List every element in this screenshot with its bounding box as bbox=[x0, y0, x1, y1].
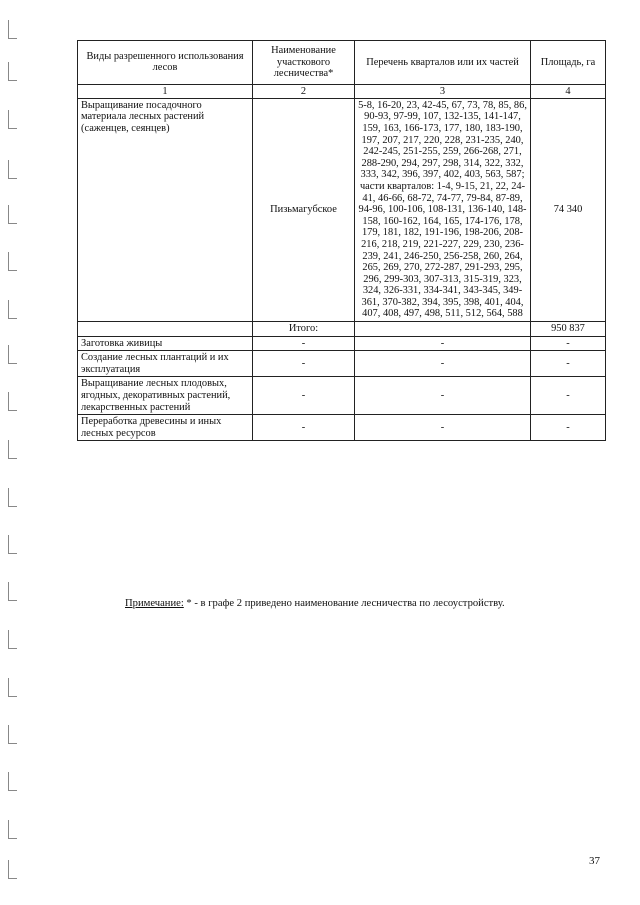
quarters-cell: 5-8, 16-20, 23, 42-45, 67, 73, 78, 85, 86, 90-93, 97-99, 107, 132-135, 141-147, 159, 163, 166-173, 177, 180, 183-190, 197, 207, 217, 220, 228, 231-235, 240, 242-245, 251-255, 259, 266-268, 271, 288-290, 294, 297, 298, 314, 322, 332, 333, 342, 396, 397, 402, 403, 563, 587; части кварталов: 1-4, 9-15, 21, 22, 24-41, 46-66, 68-72, 74-77, 79-84, 87-89, 94-96, 100-106, 108-131, 136-140, 148-158, 160-162, 164, 165, 174-176, 178, 179, 181, 182, 191-196, 198-206, 208-216, 218, 219, 221-227, 229, 230, 236-239, 241, 246-250, 256-258, 260, 264, 265, 269, 270, 272-287, 291-293, 295, 296, 299-303, 307-313, 315-319, 323, 324, 326-331, 334-341, 343-345, 349-361, 370-382, 394, 395, 398, 401, 404, 407, 408, 497, 498, 511, 512, 564, 588 bbox=[355, 98, 531, 321]
use-type-cell: Заготовка живицы bbox=[78, 336, 253, 351]
table-row bbox=[78, 415, 606, 441]
forestry-cell: - bbox=[253, 351, 355, 377]
footnote bbox=[125, 598, 505, 609]
footnote-label: Примечание: bbox=[125, 598, 184, 609]
forestry-cell: - bbox=[253, 377, 355, 415]
area-cell: - bbox=[531, 336, 606, 351]
area-cell: - bbox=[531, 415, 606, 441]
forestry-cell: - bbox=[253, 415, 355, 441]
column-number-row bbox=[78, 84, 606, 98]
table-row bbox=[78, 351, 606, 377]
table-header-row bbox=[78, 41, 606, 85]
use-type-cell: Создание лесных плантаций и их эксплуатация bbox=[78, 351, 253, 377]
forestry-cell: Пизьмагубское bbox=[253, 98, 355, 321]
page-number: 37 bbox=[589, 855, 600, 867]
forestry-cell: - bbox=[253, 336, 355, 351]
table-row bbox=[78, 377, 606, 415]
margin-binding-marks bbox=[6, 0, 20, 905]
header-area: Площадь, га bbox=[531, 41, 606, 85]
total-label: Итого: bbox=[253, 322, 355, 337]
column-number: 3 bbox=[355, 84, 531, 98]
header-use-type: Виды разрешенного использования лесов bbox=[78, 41, 253, 85]
area-cell: 74 340 bbox=[531, 98, 606, 321]
area-cell: - bbox=[531, 351, 606, 377]
header-forestry: Наименование участкового лесничества* bbox=[253, 41, 355, 85]
use-type-cell: Выращивание лесных плодовых, ягодных, декоративных растений, лекарственных растений bbox=[78, 377, 253, 415]
quarters-cell: - bbox=[355, 351, 531, 377]
quarters-cell: - bbox=[355, 336, 531, 351]
quarters-cell: - bbox=[355, 415, 531, 441]
column-number: 4 bbox=[531, 84, 606, 98]
empty-cell bbox=[78, 322, 253, 337]
total-area: 950 837 bbox=[531, 322, 606, 337]
table-row bbox=[78, 98, 606, 321]
area-cell: - bbox=[531, 377, 606, 415]
empty-cell bbox=[355, 322, 531, 337]
footnote-text: * - в графе 2 приведено наименование лесничества по лесоустройству. bbox=[183, 598, 505, 609]
forest-use-table bbox=[77, 40, 606, 441]
quarters-cell: - bbox=[355, 377, 531, 415]
column-number: 1 bbox=[78, 84, 253, 98]
use-type-cell: Выращивание посадочного материала лесных растений (саженцев, сеянцев) bbox=[78, 98, 253, 321]
header-quarters: Перечень кварталов или их частей bbox=[355, 41, 531, 85]
column-number: 2 bbox=[253, 84, 355, 98]
table-row bbox=[78, 336, 606, 351]
use-type-cell: Переработка древесины и иных лесных ресурсов bbox=[78, 415, 253, 441]
total-row bbox=[78, 322, 606, 337]
